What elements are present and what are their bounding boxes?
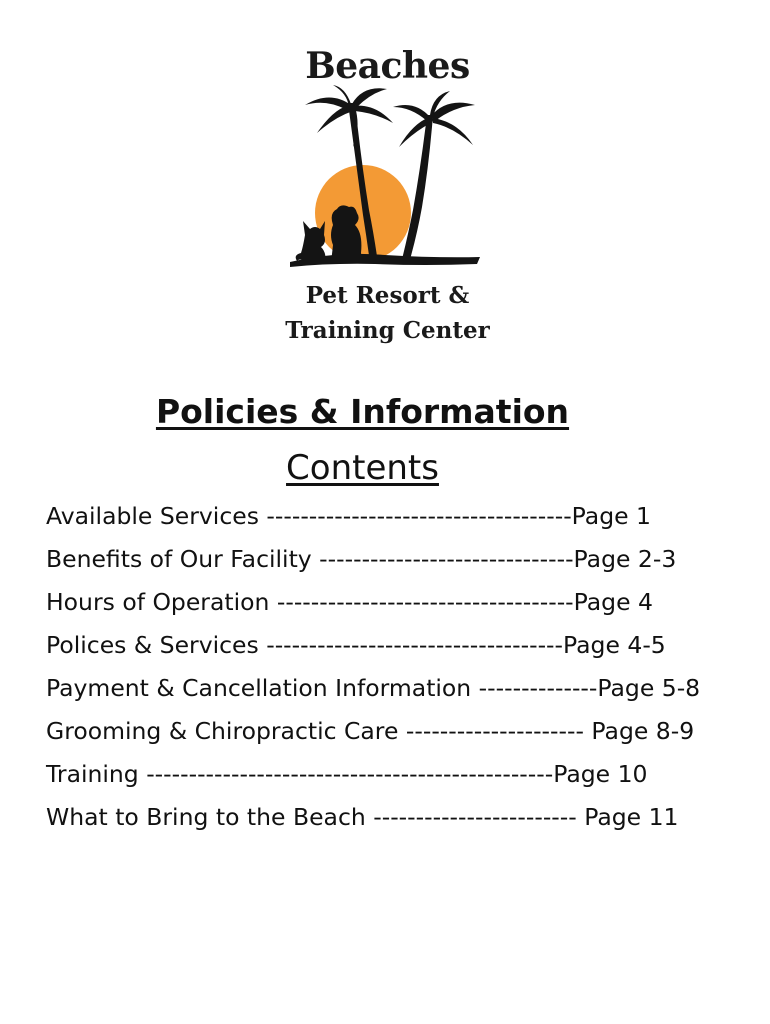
palm-sunset-pets-icon [275,85,500,280]
company-logo [275,45,500,350]
toc-item: Hours of Operation -----------------------------------Page 4 [46,588,653,616]
logo-subtitle [275,278,500,348]
logo-line-training-center: Training Center [285,317,490,344]
page-title: Policies & Information [155,392,570,431]
toc-item: Grooming & Chiropractic Care --------------------- Page 8-9 [46,717,695,745]
toc-item: Available Services ------------------------------------Page 1 [46,502,651,530]
toc-item: What to Bring to the Beach ------------------------ Page 11 [46,803,679,831]
logo-title: Beaches [305,45,470,87]
contents-heading: Contents [286,448,439,488]
table-of-contents [46,500,726,844]
logo-line-pet-resort: Pet Resort & [305,282,470,309]
toc-item: Polices & Services -----------------------------------Page 4-5 [46,631,666,659]
toc-item: Benefits of Our Facility ------------------------------Page 2-3 [46,545,677,573]
toc-item: Payment & Cancellation Information --------------Page 5-8 [46,674,701,702]
toc-item: Training ------------------------------------------------Page 10 [46,760,648,788]
